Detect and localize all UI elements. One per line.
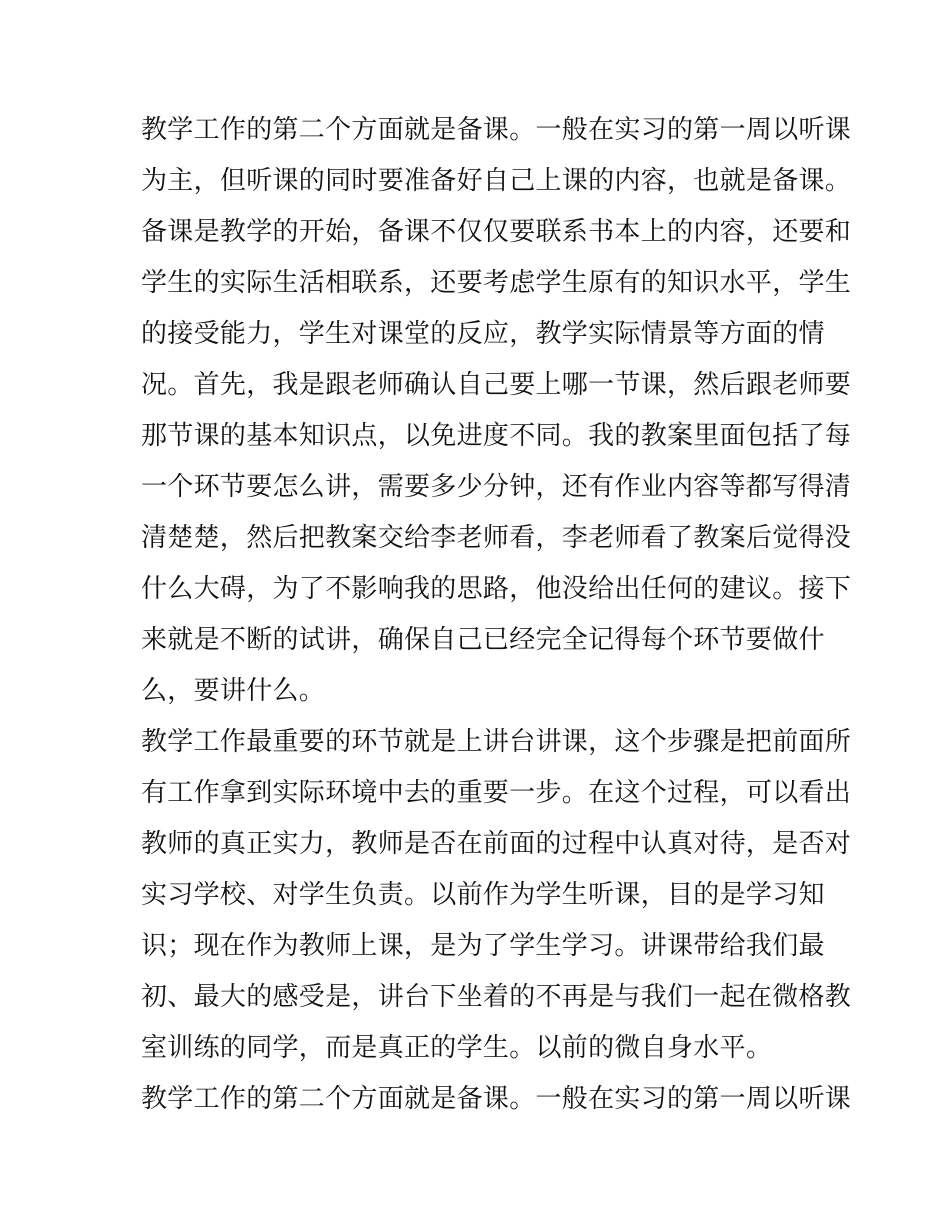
text-line: 初、最大的感受是，讲台下坐着的不再是与我们一起在微格教 xyxy=(141,982,852,1012)
text-line: 为主，但听课的同时要准备好自己上课的内容，也就是备课。 xyxy=(141,166,852,196)
text-line: 清楚楚，然后把教案交给李老师看，李老师看了教案后觉得没 xyxy=(141,523,852,553)
text-line: 一个环节要怎么讲，需要多少分钟，还有作业内容等都写得清 xyxy=(141,472,852,502)
text-line: 室训练的同学，而是真正的学生。以前的微自身水平。 xyxy=(141,1033,773,1063)
text-line: 实习学校、对学生负责。以前作为学生听课，目的是学习知 xyxy=(141,880,825,910)
text-line: 备课是教学的开始，备课不仅仅要联系书本上的内容，还要和 xyxy=(141,217,852,247)
text-line: 教学工作的第二个方面就是备课。一般在实习的第一周以听课 xyxy=(141,1084,852,1114)
text-line: 学生的实际生活相联系，还要考虑学生原有的知识水平，学生 xyxy=(141,268,852,298)
text-line: 的接受能力，学生对课堂的反应，教学实际情景等方面的情 xyxy=(141,319,825,349)
text-line: 有工作拿到实际环境中去的重要一步。在这个过程，可以看出 xyxy=(141,778,852,808)
text-line: 么，要讲什么。 xyxy=(141,676,326,706)
text-line: 教学工作的第二个方面就是备课。一般在实习的第一周以听课 xyxy=(141,115,852,145)
text-line: 识；现在作为教师上课，是为了学生学习。讲课带给我们最 xyxy=(141,931,825,961)
text-line: 教学工作最重要的环节就是上讲台讲课，这个步骤是把前面所 xyxy=(141,727,852,757)
text-line: 况。首先，我是跟老师确认自己要上哪一节课，然后跟老师要 xyxy=(141,370,852,400)
text-line: 来就是不断的试讲，确保自己已经完全记得每个环节要做什 xyxy=(141,625,825,655)
text-line: 教师的真正实力，教师是否在前面的过程中认真对待，是否对 xyxy=(141,829,852,859)
text-line: 什么大碍，为了不影响我的思路，他没给出任何的建议。接下 xyxy=(141,574,852,604)
text-line: 那节课的基本知识点，以免进度不同。我的教案里面包括了每 xyxy=(141,421,852,451)
